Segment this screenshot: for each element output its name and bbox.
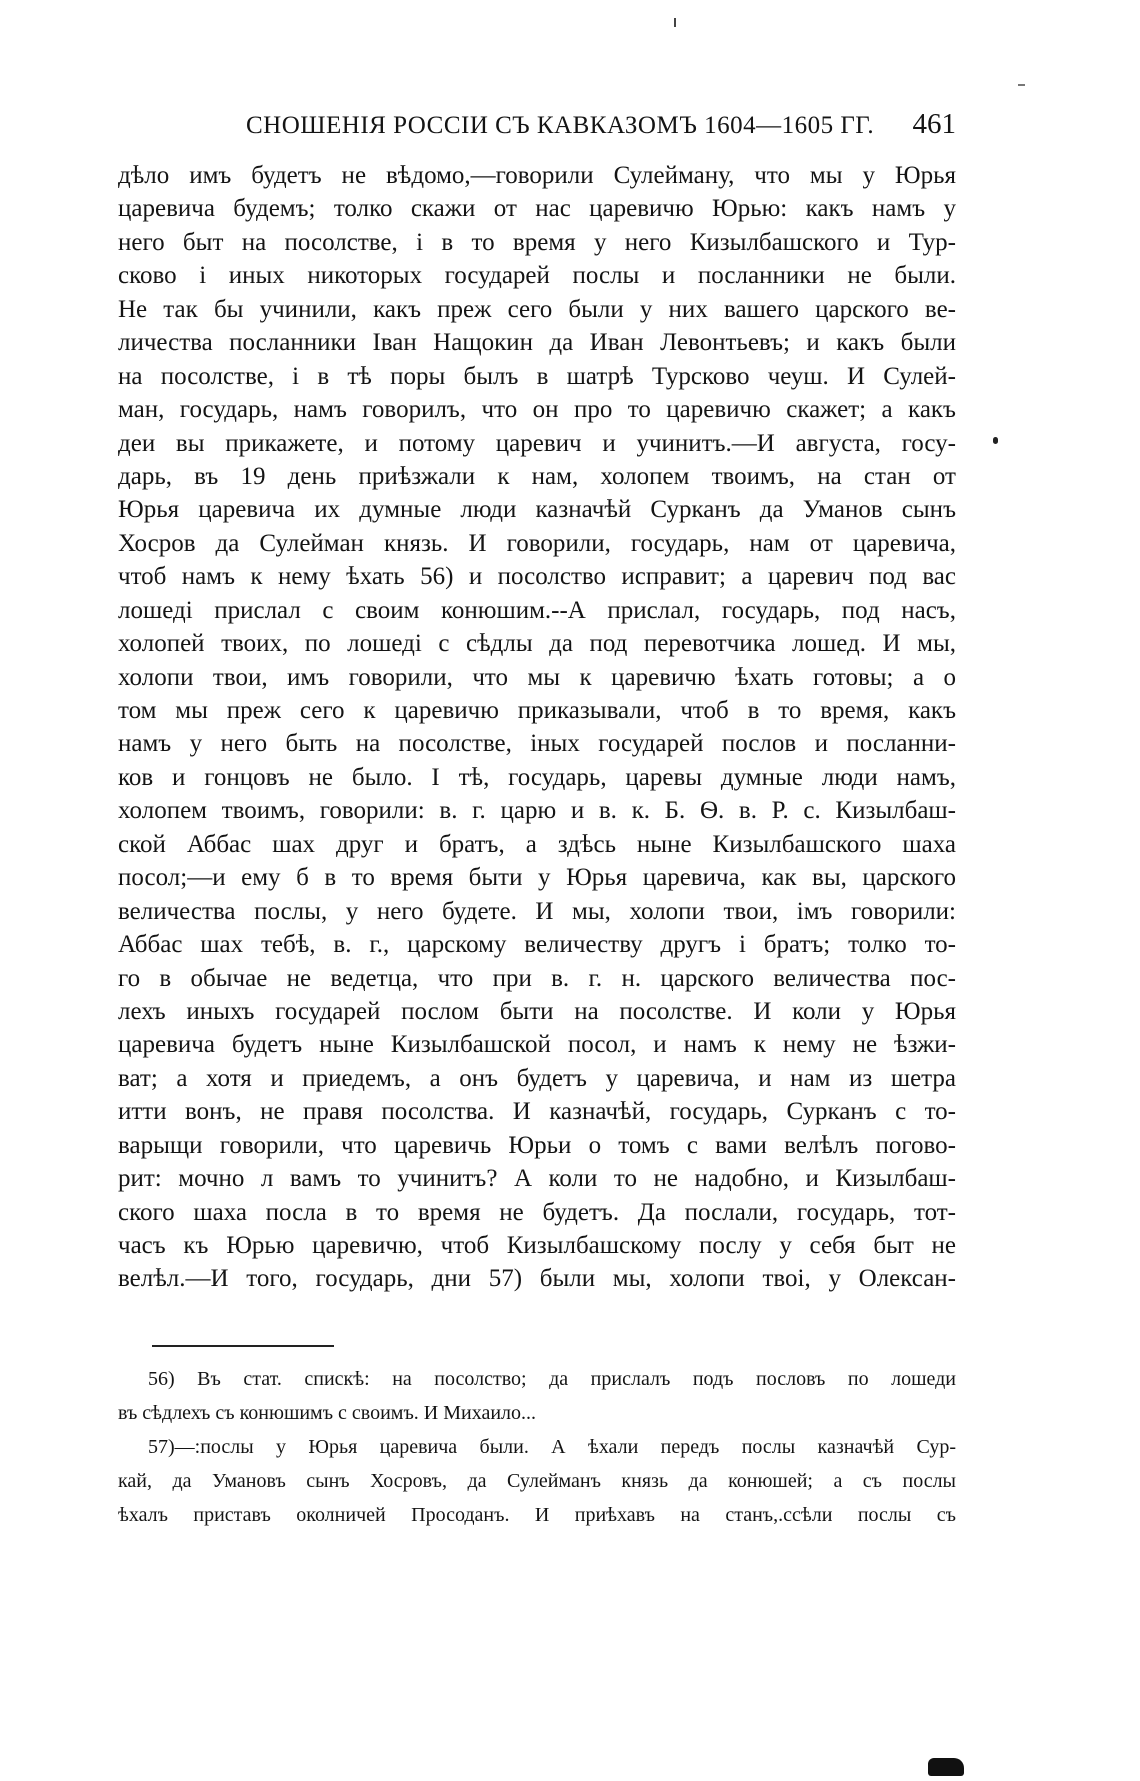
text-line: сково і иных никоторых государей послы и посланники не были. [118,262,956,290]
print-speck [1018,84,1025,86]
text-line: холопем твоимъ, говорили: в. г. царю и в. к. Б. Ѳ. в. Р. с. Кизылбаш- [118,797,956,825]
footnote-divider [152,1345,334,1347]
text-line: него быт на посолстве, і в то время у него Кизылбашского и Тур- [118,228,956,256]
text-line: варыщи говорили, что царевичь Юрьи о томъ с вами велѣлъ погово- [118,1131,956,1159]
text-line: намъ у него быть на посолстве, іных государей послов и посланни- [118,730,956,758]
footnotes [118,1362,956,1532]
text-line: царевича будемъ; толко скажи от нас царевичю Юрью: какъ намъ у [118,195,956,223]
text-line: Аббас шах тебѣ, в. г., царскому величеству другъ і братъ; толко то- [118,931,956,959]
text-line: дѣло имъ будетъ не вѣдомо,—говорили Сулейману, что мы у Юрья [118,162,956,189]
text-line: Хосров да Сулейман князь. И говорили, государь, нам от царевича, [118,529,956,557]
footnote-line: 56) Въ стат. спискѣ: на посолство; да прислалъ подъ пословъ по лошеди [148,1368,956,1390]
text-line: часъ къ Юрью царевичю, чтоб Кизылбашскому послу у себя быт не [118,1232,956,1259]
print-speck [674,18,676,27]
footnote-line: въ сѣдлехъ съ конюшимъ с своимъ. И Михаило... [118,1402,537,1424]
text-line: величества послы, у него будете. И мы, холопи твои, імъ говорили: [118,897,956,925]
text-line: ской Аббас шах друг и братъ, а здѣсь ныне Кизылбашского шаха [118,830,956,858]
text-line: на посолстве, і в тѣ поры былъ в шатрѣ Турсково чеуш. И Сулей- [118,362,956,390]
text-line: холопей твоих, по лошеді с сѣдлы да под перевотчика лошед. И мы, [118,630,956,658]
page-number: 461 [912,108,956,140]
text-line: холопи твои, имъ говорили, что мы к царевичю ѣхать готовы; а о [118,663,956,691]
text-line: царевича будетъ ныне Кизылбашской посол, и намъ к нему не ѣзжи- [118,1031,956,1059]
footnote-line: ѣхалъ приставъ околничей Просоданъ. И приѣхавъ на станъ,.ссѣли послы съ [118,1504,956,1526]
text-line: дарь, въ 19 день приѣзжали к нам, холопем твоимъ, на стан от [118,462,956,490]
print-speck [993,437,998,444]
footnote-line: 57)—:послы у Юрья царевича были. А ѣхали передъ послы казначѣй Сур- [148,1436,956,1458]
text-line: итти вонъ, не правя посолства. И казначѣй, государь, Сурканъ с то- [118,1098,956,1126]
text-line: ского шаха посла в то время не будетъ. Да послали, государь, тот- [118,1198,956,1226]
ink-smudge [928,1758,964,1776]
running-head: СНОШЕНІЯ РОССІИ СЪ КАВКАЗОМЪ 1604—1605 ГГ. [246,112,875,139]
footnote-line: кай, да Умановъ сынъ Хосровъ, да Сулейманъ князь да конюшей; а съ послы [118,1470,956,1492]
text-line: ват; а хотя и приедемъ, а онъ будетъ у царевича, и нам из шетра [118,1064,956,1092]
text-line: ков и гонцовъ не было. І тѣ, государь, царевы думные люди намъ, [118,763,956,791]
text-line: ман, государь, намъ говорилъ, что он про то царевичю скажет; а какъ [118,396,956,424]
text-line: Юрья царевича их думные люди казначѣй Сурканъ да Уманов сынъ [118,496,956,524]
text-line: посол;—и ему б в то время быти у Юрья царевича, как вы, царского [118,864,956,892]
text-line: чтоб намъ к нему ѣхать 56) и посолство исправит; а царевич под вас [118,563,956,591]
text-line: Не так бы учинили, какъ преж сего были у них вашего царского ве- [118,295,956,323]
text-line: го в обычае не ведетца, что при в. г. н. царского величества пос- [118,964,956,992]
text-line: лехъ иныхъ государей послом быти на посолстве. И коли у Юрья [118,997,956,1025]
main-text [118,159,956,1296]
text-line: деи вы прикажете, и потому царевич и учинитъ.—И августа, госу- [118,429,956,457]
text-line: велѣл.—И того, государь, дни 57) были мы, холопи твоі, у Олексан- [118,1265,956,1293]
page-header [118,108,956,148]
text-line: лошеді прислал с своим конюшим.--А прислал, государь, под насъ, [118,596,956,624]
text-line: личества посланники Іван Нащокин да Иван Левонтьевъ; и какъ были [118,329,956,357]
text-line: том мы преж сего к царевичю приказывали, чтоб в то время, какъ [118,697,956,724]
text-line: рит: мочно л вамъ то учинитъ? А коли то не надобно, и Кизылбаш- [118,1165,956,1193]
